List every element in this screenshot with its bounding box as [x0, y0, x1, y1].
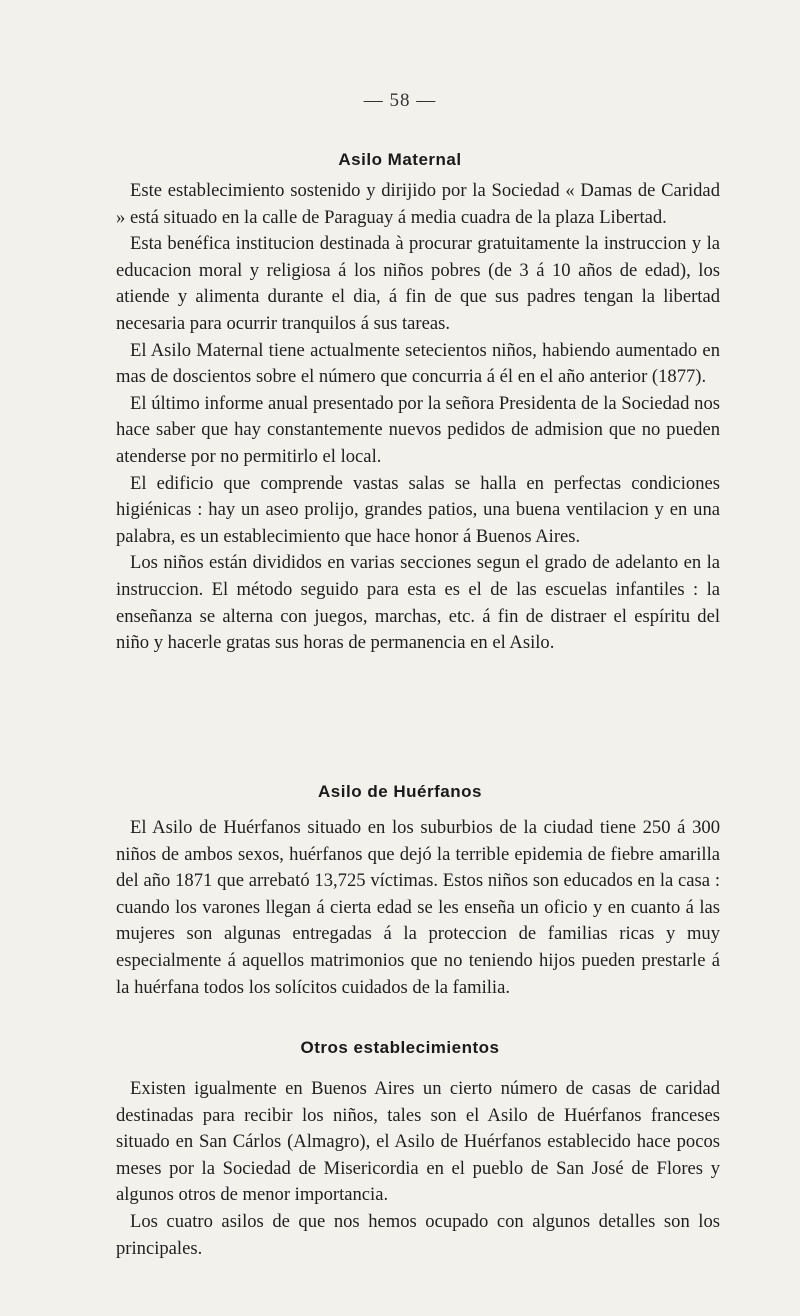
paragraph: Los cuatro asilos de que nos hemos ocupado con algunos detalles son los principales.	[116, 1210, 720, 1259]
paragraph: Esta benéfica institucion destinada à procurar gratuitamente la instruccion y la educacion moral y religiosa á los niños pobres (de 3 á 10 años de edad), los atiende y alimenta durante el dia, á fin de que sus padres tengan la libertad necesaria para ocurrir tranquilos á sus tareas.	[116, 233, 720, 334]
section-title-otros-establecimientos: Otros establecimientos	[300, 1038, 500, 1057]
paragraph: El Asilo Maternal tiene actualmente setecientos niños, habiendo aumentado en mas de doscientos sobre el número que concurria á él en el año anterior (1877).	[116, 339, 720, 388]
paragraph: Este establecimiento sostenido y dirijido por la Sociedad « Damas de Caridad » está situado en la calle de Paraguay á media cuadra de la plaza Libertad.	[116, 180, 720, 228]
paragraph: El Asilo de Huérfanos situado en los suburbios de la ciudad tiene 250 á 300 niños de ambos sexos, huérfanos que dejó la terrible epidemia de fiebre amarilla del año 1871 que arrebató 13,725 víctimas. Estos niños son educados en la casa : cuando los varones llegan á cierta edad se les enseña un oficio y en cuanto á las mujeres son algunas entregadas á la proteccion de familias ricas y muy especialmente á aquellos matrimonios que no teniendo hijos pueden prestarle á la huérfana todos los solícitos cuidados de la familia.	[116, 817, 720, 998]
section-body-otros-establecimientos	[116, 1076, 720, 1262]
section-body-asilo-maternal	[116, 178, 720, 657]
page-number: — 58 —	[363, 90, 437, 111]
section-title-asilo-huerfanos: Asilo de Huérfanos	[318, 782, 482, 801]
paragraph: El último informe anual presentado por la señora Presidenta de la Sociedad nos hace saber que hay constantemente nuevos pedidos de admision que no pueden atenderse por no permitirlo el local.	[116, 392, 720, 467]
section-title-asilo-maternal: Asilo Maternal	[338, 150, 462, 169]
paragraph: Existen igualmente en Buenos Aires un cierto número de casas de caridad destinadas para recibir los niños, tales son el Asilo de Huérfanos franceses situado en San Cárlos (Almagro), el Asilo de Huérfanos establecido hace pocos meses por la Sociedad de Misericordia en el pueblo de San José de Flores y algunos otros de menor importancia.	[116, 1078, 720, 1206]
section-body-asilo-huerfanos	[116, 815, 720, 1001]
paragraph: El edificio que comprende vastas salas se halla en perfectas condiciones higiénicas : hay un aseo prolijo, grandes patios, una buena ventilacion y en una palabra, es un establecimiento que hace honor á Buenos Aires.	[116, 472, 720, 547]
paragraph: Los niños están divididos en varias secciones segun el grado de adelanto en la instruccion. El método seguido para esta es el de las escuelas infantiles : la enseñanza se alterna con juegos, marchas, etc. á fin de distraer el espíritu del niño y hacerle gratas sus horas de permanencia en el Asilo.	[116, 552, 720, 654]
